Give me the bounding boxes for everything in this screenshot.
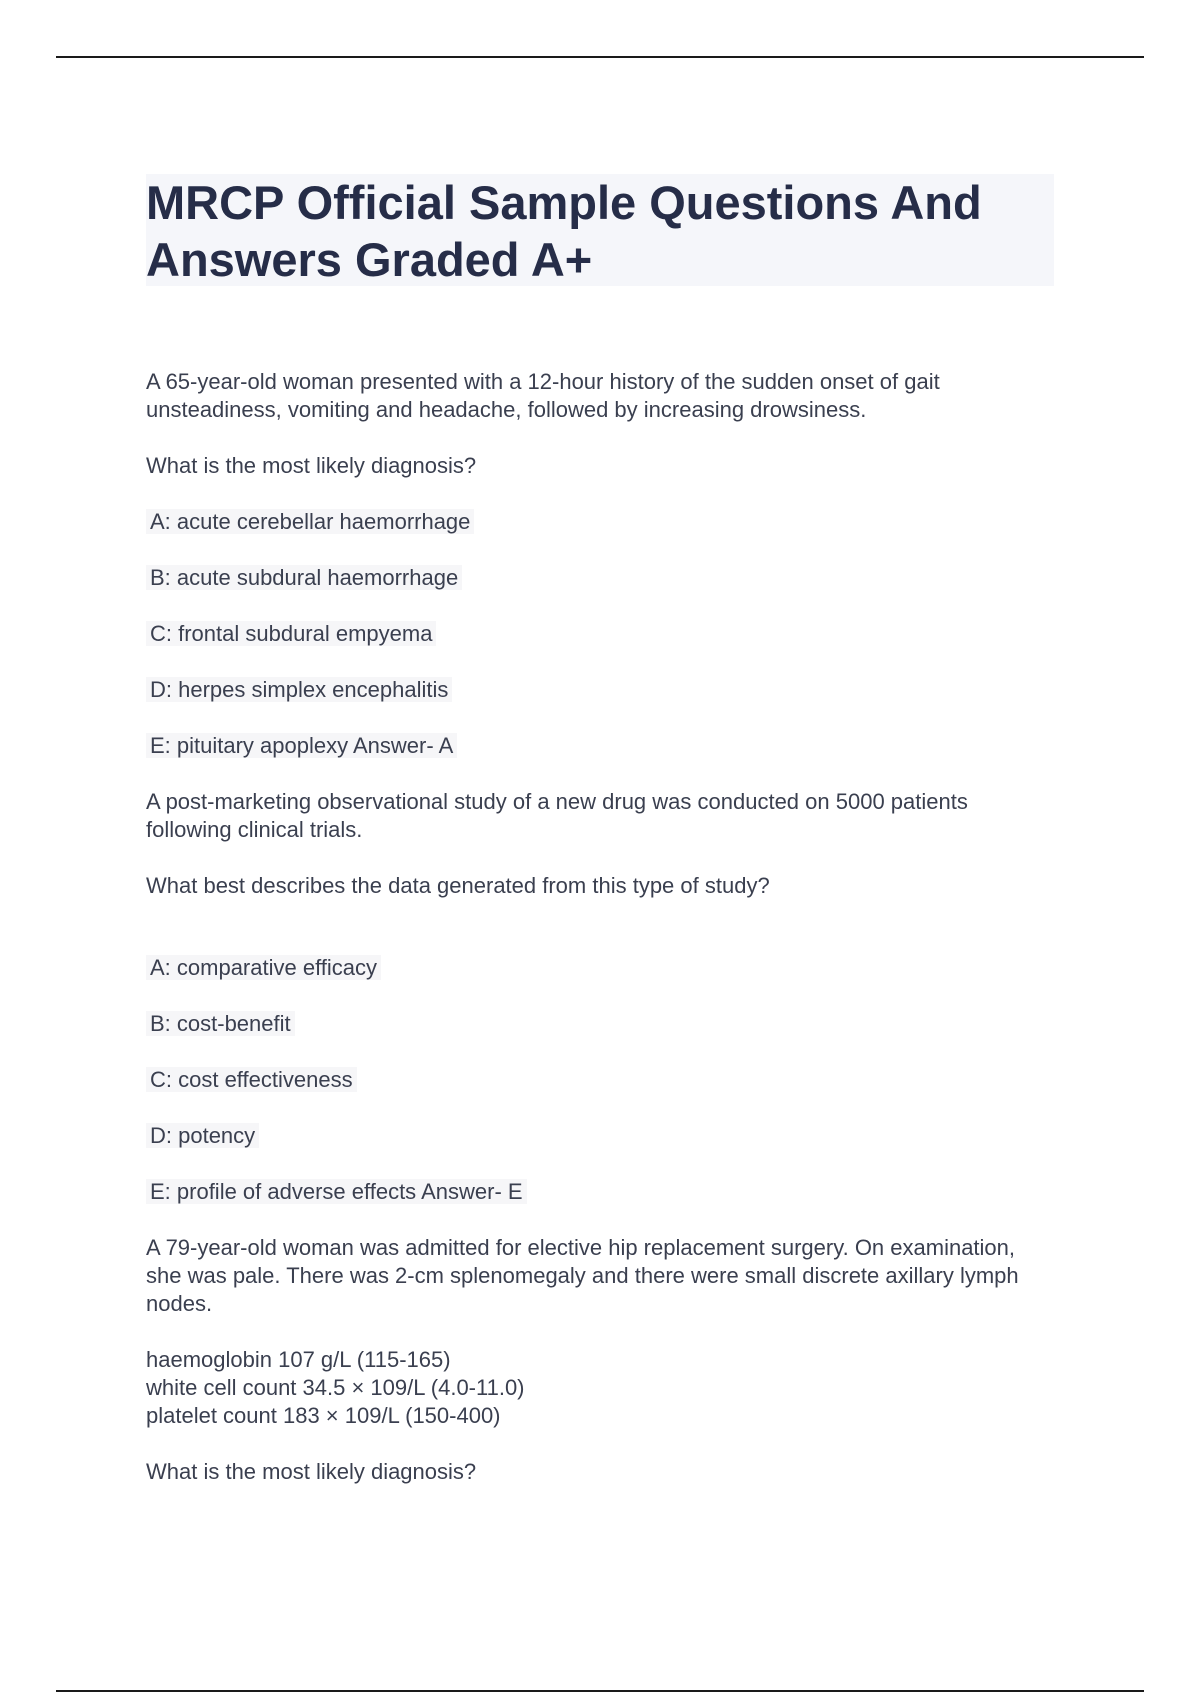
question-stem: A 65-year-old woman presented with a 12-hour history of the sudden onset of gait unsteadiness, vomiting and headache, followed by increasing drowsiness. — [146, 369, 940, 422]
bottom-rule — [56, 1690, 1144, 1692]
answer-option — [146, 1122, 1054, 1150]
question-3 — [146, 1234, 1054, 1486]
option-text: E: profile of adverse effects Answer- E — [146, 1179, 527, 1204]
answer-option — [146, 1066, 1054, 1094]
question-1 — [146, 368, 1054, 760]
lab-result-line: platelet count 183 × 109/L (150-400) — [146, 1403, 501, 1428]
answer-option — [146, 508, 1054, 536]
question-prompt: What is the most likely diagnosis? — [146, 1459, 477, 1484]
question-prompt: What best describes the data generated from this type of study? — [146, 873, 770, 898]
option-text: D: potency — [146, 1123, 259, 1148]
answer-option — [146, 620, 1054, 648]
option-text: E: pituitary apoplexy Answer- A — [146, 733, 457, 758]
answer-option — [146, 954, 1054, 982]
document-title: MRCP Official Sample Questions And Answers Graded A+ — [146, 176, 982, 286]
question-prompt: What is the most likely diagnosis? — [146, 453, 477, 478]
answer-option — [146, 564, 1054, 592]
option-text: C: cost effectiveness — [146, 1067, 357, 1092]
option-text: B: acute subdural haemorrhage — [146, 565, 462, 590]
top-rule — [56, 56, 1144, 58]
answer-option — [146, 732, 1054, 760]
lab-result-line: haemoglobin 107 g/L (115-165) — [146, 1347, 451, 1372]
option-text: A: acute cerebellar haemorrhage — [146, 509, 474, 534]
title-block — [146, 174, 1054, 286]
option-text: B: cost-benefit — [146, 1011, 295, 1036]
answer-option — [146, 1178, 1054, 1206]
questions — [146, 368, 1054, 1486]
document-content — [146, 174, 1054, 1514]
option-text: C: frontal subdural empyema — [146, 621, 436, 646]
lab-result-line: white cell count 34.5 × 109/L (4.0-11.0) — [146, 1375, 525, 1400]
answer-option — [146, 676, 1054, 704]
question-2 — [146, 788, 1054, 1206]
question-stem: A post-marketing observational study of a new drug was conducted on 5000 patients following clinical trials. — [146, 789, 968, 842]
option-text: A: comparative efficacy — [146, 955, 381, 980]
question-stem: A 79-year-old woman was admitted for elective hip replacement surgery. On examination, she was pale. There was 2-cm splenomegaly and there were small discrete axillary lymph nodes. — [146, 1235, 1019, 1316]
answer-option — [146, 1010, 1054, 1038]
lab-results — [146, 1346, 1054, 1430]
option-text: D: herpes simplex encephalitis — [146, 677, 452, 702]
